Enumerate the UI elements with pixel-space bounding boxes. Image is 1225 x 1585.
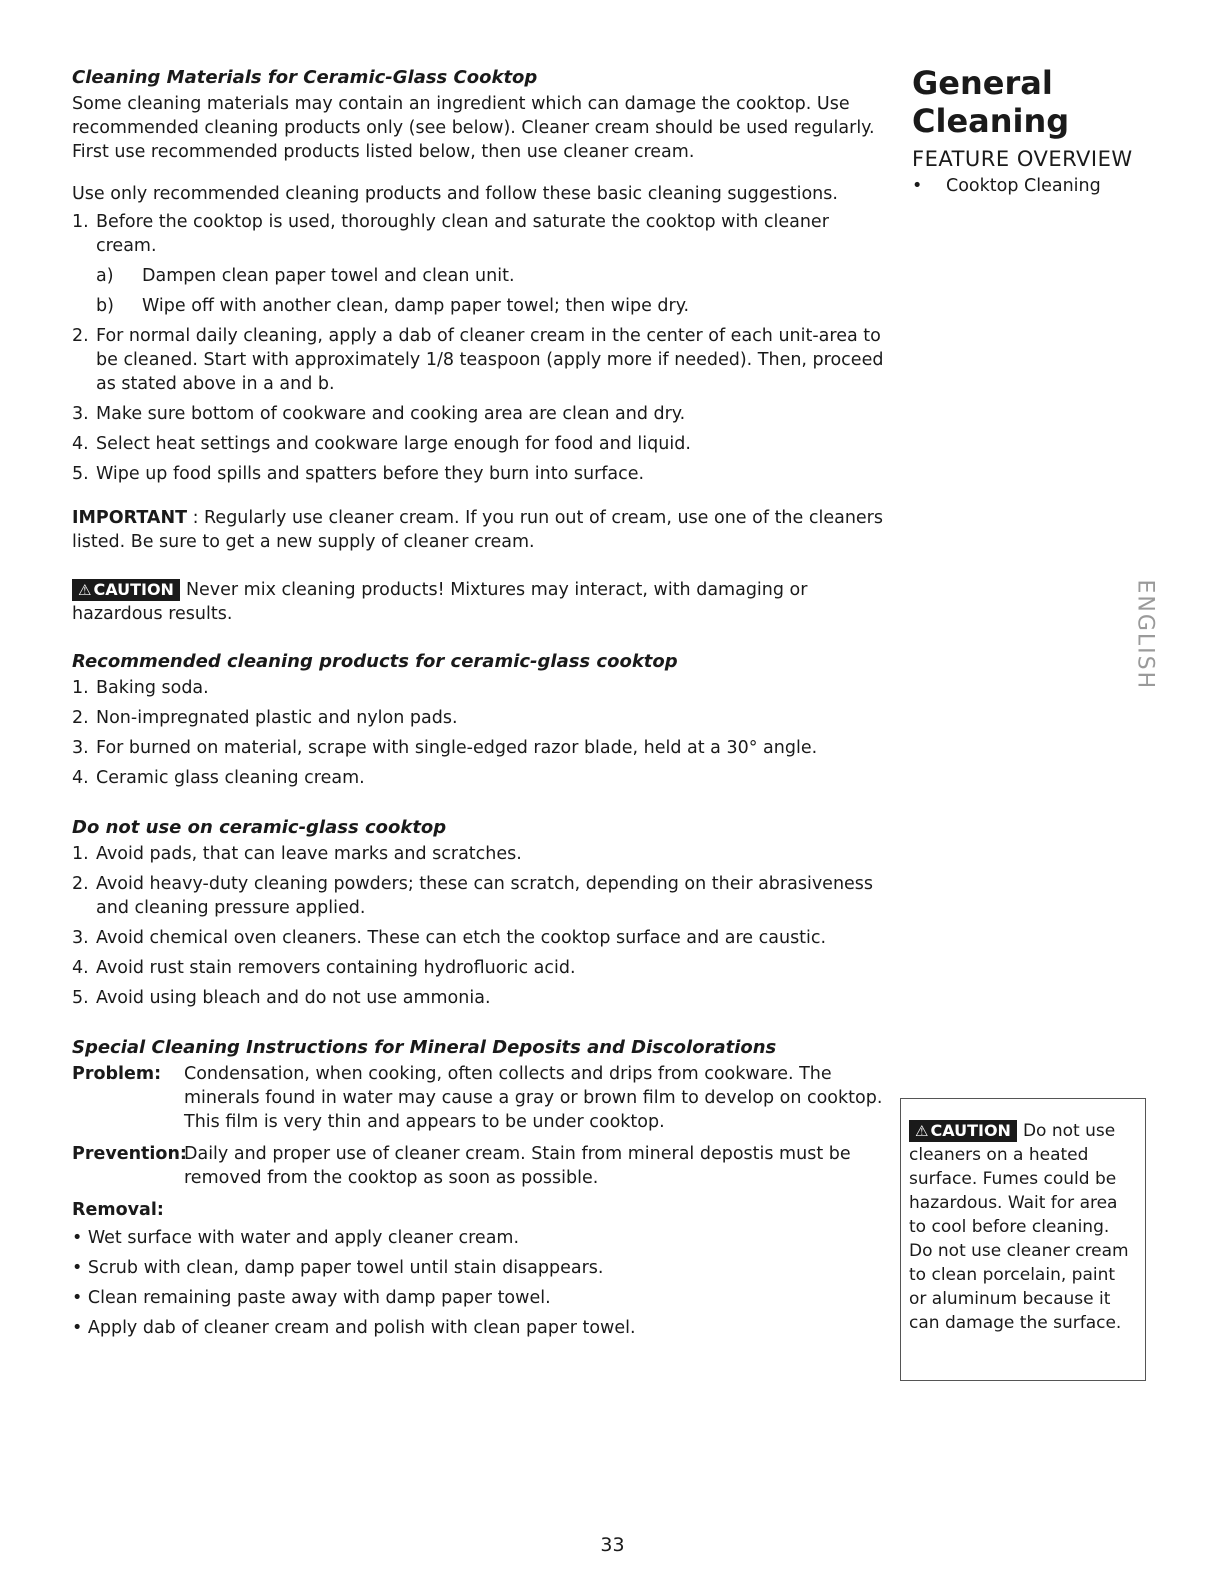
warning-triangle-icon: ⚠ <box>78 581 92 599</box>
sidebar-bullet: • Cooktop Cleaning <box>912 176 1101 196</box>
list-item: 2. For normal daily cleaning, apply a dab of cleaner cream in the center of each unit-area to be cleaned. Start with approximately 1/8 teaspoon (apply more if needed). Then, proceed as stated above in a and b. <box>72 326 884 394</box>
list-item: 4. Avoid rust stain removers containing hydrofluoric acid. <box>72 958 576 978</box>
list-item: • Apply dab of cleaner cream and polish with clean paper towel. <box>72 1318 636 1338</box>
list-item: 3. For burned on material, scrape with single-edged razor blade, held at a 30° angle. <box>72 738 818 758</box>
caution-text: Never mix cleaning products! Mixtures may interact, with damaging or hazardous results. <box>72 580 808 624</box>
page-number: 33 <box>600 1534 625 1556</box>
prevention-row <box>72 1142 892 1190</box>
list-item: a) Dampen clean paper towel and clean unit. <box>96 266 515 286</box>
list-item: b) Wipe off with another clean, damp paper towel; then wipe dry. <box>96 296 690 316</box>
do-not-use-title: Do not use on ceramic-glass cooktop <box>72 817 447 838</box>
language-tab <box>1130 579 1158 692</box>
language-tab-label: ENGLISH <box>1132 579 1158 691</box>
caution-box-text: Do not use cleaners on a heated surface. Fumes could be hazardous. Wait for area to cool before cleaning. Do not use cleaner cream to clean porcelain, paint or aluminum because it can damage the surface. <box>909 1121 1129 1333</box>
warning-triangle-icon: ⚠ <box>915 1122 929 1140</box>
list-item: 3. Make sure bottom of cookware and cooking area are clean and dry. <box>72 404 686 424</box>
problem-text: Condensation, when cooking, often collects and drips from cookware. The minerals found in water may cause a gray or brown film to develop on cooktop. This film is very thin and appears to be under cooktop. <box>184 1064 883 1132</box>
caution-note <box>72 578 892 626</box>
list-item: 2. Avoid heavy-duty cleaning powders; these can scratch, depending on their abrasiveness and cleaning pressure applied. <box>72 874 874 918</box>
main-column <box>72 66 892 1346</box>
list-item: 1. Baking soda. <box>72 678 209 698</box>
caution-box <box>900 1098 1146 1381</box>
sidebar <box>912 64 1192 198</box>
materials-intro: Some cleaning materials may contain an ingredient which can damage the cooktop. Use recommended cleaning products only (see below). Cleaner cream should be used regularly. First use recommended products listed below, then use cleaner cream. <box>72 94 875 162</box>
important-note <box>72 506 892 554</box>
list-item: • Scrub with clean, damp paper towel until stain disappears. <box>72 1258 604 1278</box>
list-item: 4. Select heat settings and cookware large enough for food and liquid. <box>72 434 691 454</box>
sidebar-heading-line1: General <box>912 64 1053 102</box>
list-item: 1. Before the cooktop is used, thoroughly clean and saturate the cooktop with cleaner cream. <box>72 212 829 256</box>
list-item: 5. Avoid using bleach and do not use ammonia. <box>72 988 491 1008</box>
important-label: IMPORTANT <box>72 508 188 528</box>
list-item: 5. Wipe up food spills and spatters before they burn into surface. <box>72 464 645 484</box>
prevention-text: Daily and proper use of cleaner cream. Stain from mineral depostis must be removed from the cooktop as soon as possible. <box>184 1144 851 1188</box>
list-item: 1. Avoid pads, that can leave marks and scratches. <box>72 844 522 864</box>
list-item: • Wet surface with water and apply cleaner cream. <box>72 1228 520 1248</box>
list-item: 3. Avoid chemical oven cleaners. These can etch the cooktop surface and are caustic. <box>72 928 827 948</box>
important-text: : Regularly use cleaner cream. If you run out of cream, use one of the cleaners listed. Be sure to get a new supply of cleaner cream. <box>72 508 883 552</box>
bullet-dot-icon: • <box>912 176 923 196</box>
caution-badge: ⚠ CAUTION <box>72 579 180 601</box>
removal-label: Removal: <box>72 1200 164 1220</box>
caution-badge: ⚠ CAUTION <box>909 1120 1017 1142</box>
materials-title: Cleaning Materials for Ceramic-Glass Cooktop <box>72 67 538 88</box>
list-item: 4. Ceramic glass cleaning cream. <box>72 768 365 788</box>
problem-label: Problem: <box>72 1064 162 1084</box>
problem-row <box>72 1062 892 1134</box>
sidebar-subheading: FEATURE OVERVIEW <box>912 147 1133 171</box>
list-item: 2. Non-impregnated plastic and nylon pads. <box>72 708 458 728</box>
sidebar-heading-line2: Cleaning <box>912 102 1070 140</box>
prevention-label: Prevention: <box>72 1144 187 1164</box>
recommended-title: Recommended cleaning products for ceramic-glass cooktop <box>72 651 678 672</box>
materials-use-only: Use only recommended cleaning products and follow these basic cleaning suggestions. <box>72 184 838 204</box>
special-title: Special Cleaning Instructions for Mineral Deposits and Discolorations <box>72 1037 777 1058</box>
list-item: • Clean remaining paste away with damp paper towel. <box>72 1288 551 1308</box>
